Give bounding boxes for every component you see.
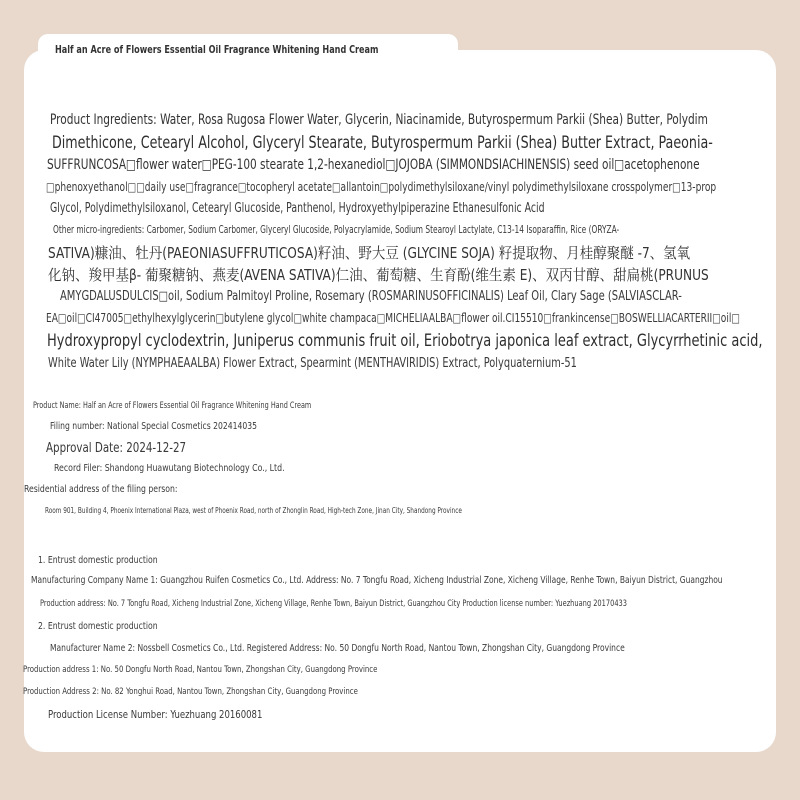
page-title: Half an Acre of Flowers Essential Oil Fragrance Whitening Hand Cream bbox=[55, 43, 379, 56]
ingredients-line-8: 化钠、羧甲基β- 葡聚糖钠、燕麦(AVENA SATIVA)仁油、葡萄糖、生育酚(维生素 E)、双丙甘醇、甜扁桃(PRUNUS bbox=[48, 266, 709, 284]
production-license: Production License Number: Yuezhuang 20160081 bbox=[48, 708, 263, 721]
manufacturer-1: Manufacturing Company Name 1: Guangzhou Ruifen Cosmetics Co., Ltd. Address: No. 7 Tongfu Road, Xicheng Industrial Zone, Xicheng Village, Renhe Town, Baiyun District, Guangzhou bbox=[31, 575, 723, 586]
manufacturer-2: Manufacturer Name 2: Nossbell Cosmetics Co., Ltd. Registered Address: No. 50 Dongfu North Road, Nantou Town, Zhongshan City, Guangdong Province bbox=[50, 643, 625, 654]
ingredients-line-3: SUFFRUNCOSA□flower water□PEG-100 stearate 1,2-hexanediol□JOJOBA (SIMMONDSIACHINENSIS) seed oil□acetophenone bbox=[47, 157, 700, 173]
ingredients-line-1: Product Ingredients: Water, Rosa Rugosa Flower Water, Glycerin, Niacinamide, Butyrospermum Parkii (Shea) Butter, Polydim bbox=[50, 112, 708, 128]
residential-address: Room 901, Building 4, Phoenix International Plaza, west of Phoenix Road, north of Zhonglin Road, High-tech Zone, Jinan City, Shandong Province bbox=[45, 506, 462, 515]
production-address-2a: Production address 1: No. 50 Dongfu North Road, Nantou Town, Zhongshan City, Guangdong Province bbox=[23, 665, 378, 675]
ingredients-line-10: EA□oil□CI47005□ethylhexylglycerin□butylene glycol□white champaca□MICHELIAALBA□flower oil.CI15510□frankincense□BOSWELLIACARTERII□oil□ bbox=[46, 311, 740, 325]
ingredients-line-4: □phenoxyethanol□□daily use□fragrance□tocopheryl acetate□allantoin□polydimethylsiloxane/vinyl polydimethylsiloxane crosspolymer□13-prop bbox=[46, 180, 717, 194]
residential-address-label: Residential address of the filing person: bbox=[24, 484, 178, 495]
ingredients-line-9: AMYGDALUSDULCIS□oil, Sodium Palmitoyl Proline, Rosemary (ROSMARINUSOFFICINALIS) Leaf Oil, Clary Sage (SALVIASCLAR- bbox=[60, 289, 682, 304]
record-filer: Record Filer: Shandong Huawutang Biotechnology Co., Ltd. bbox=[54, 463, 285, 474]
production-address-2b: Production Address 2: No. 82 Yonghui Road, Nantou Town, Zhongshan City, Guangdong Province bbox=[23, 687, 358, 697]
production-address-1: Production address: No. 7 Tongfu Road, Xicheng Industrial Zone, Xicheng Village, Renhe Town, Baiyun District, Guangzhou City Production license number: Yuezhuang 20170433 bbox=[40, 599, 627, 609]
ingredients-line-7: SATIVA)糠油、牡丹(PAEONIASUFFRUTICOSA)籽油、野大豆 (GLYCINE SOJA) 籽提取物、月桂醇聚醚 -7、氢氧 bbox=[48, 244, 691, 262]
ingredients-line-12: White Water Lily (NYMPHAEAALBA) Flower Extract, Spearmint (MENTHAVIRIDIS) Extract, Polyquaternium-51 bbox=[48, 356, 577, 371]
ingredients-line-11: Hydroxypropyl cyclodextrin, Juniperus communis fruit oil, Eriobotrya japonica leaf extract, Glycyrrhetinic acid, bbox=[47, 331, 763, 351]
product-name: Product Name: Half an Acre of Flowers Essential Oil Fragrance Whitening Hand Cream bbox=[33, 401, 312, 411]
filing-number: Filing number: National Special Cosmetics 202414035 bbox=[50, 421, 257, 432]
approval-date: Approval Date: 2024-12-27 bbox=[46, 441, 187, 456]
ingredients-line-6: Other micro-ingredients: Carbomer, Sodium Carbomer, Glyceryl Glucoside, Polyacrylamide, Sodium Stearoyl Lactylate, C13-14 Isoparaffin, Rice (ORYZA- bbox=[53, 223, 620, 236]
ingredients-line-2: Dimethicone, Cetearyl Alcohol, Glyceryl Stearate, Butyrospermum Parkii (Shea) Butter Extract, Paeonia- bbox=[52, 133, 713, 153]
entrust-heading-2: 2. Entrust domestic production bbox=[38, 621, 158, 632]
ingredients-line-5: Glycol, Polydimethylsiloxanol, Cetearyl Glucoside, Panthenol, Hydroxyethylpiperazine Ethanesulfonic Acid bbox=[50, 201, 545, 216]
entrust-heading-1: 1. Entrust domestic production bbox=[38, 555, 158, 566]
